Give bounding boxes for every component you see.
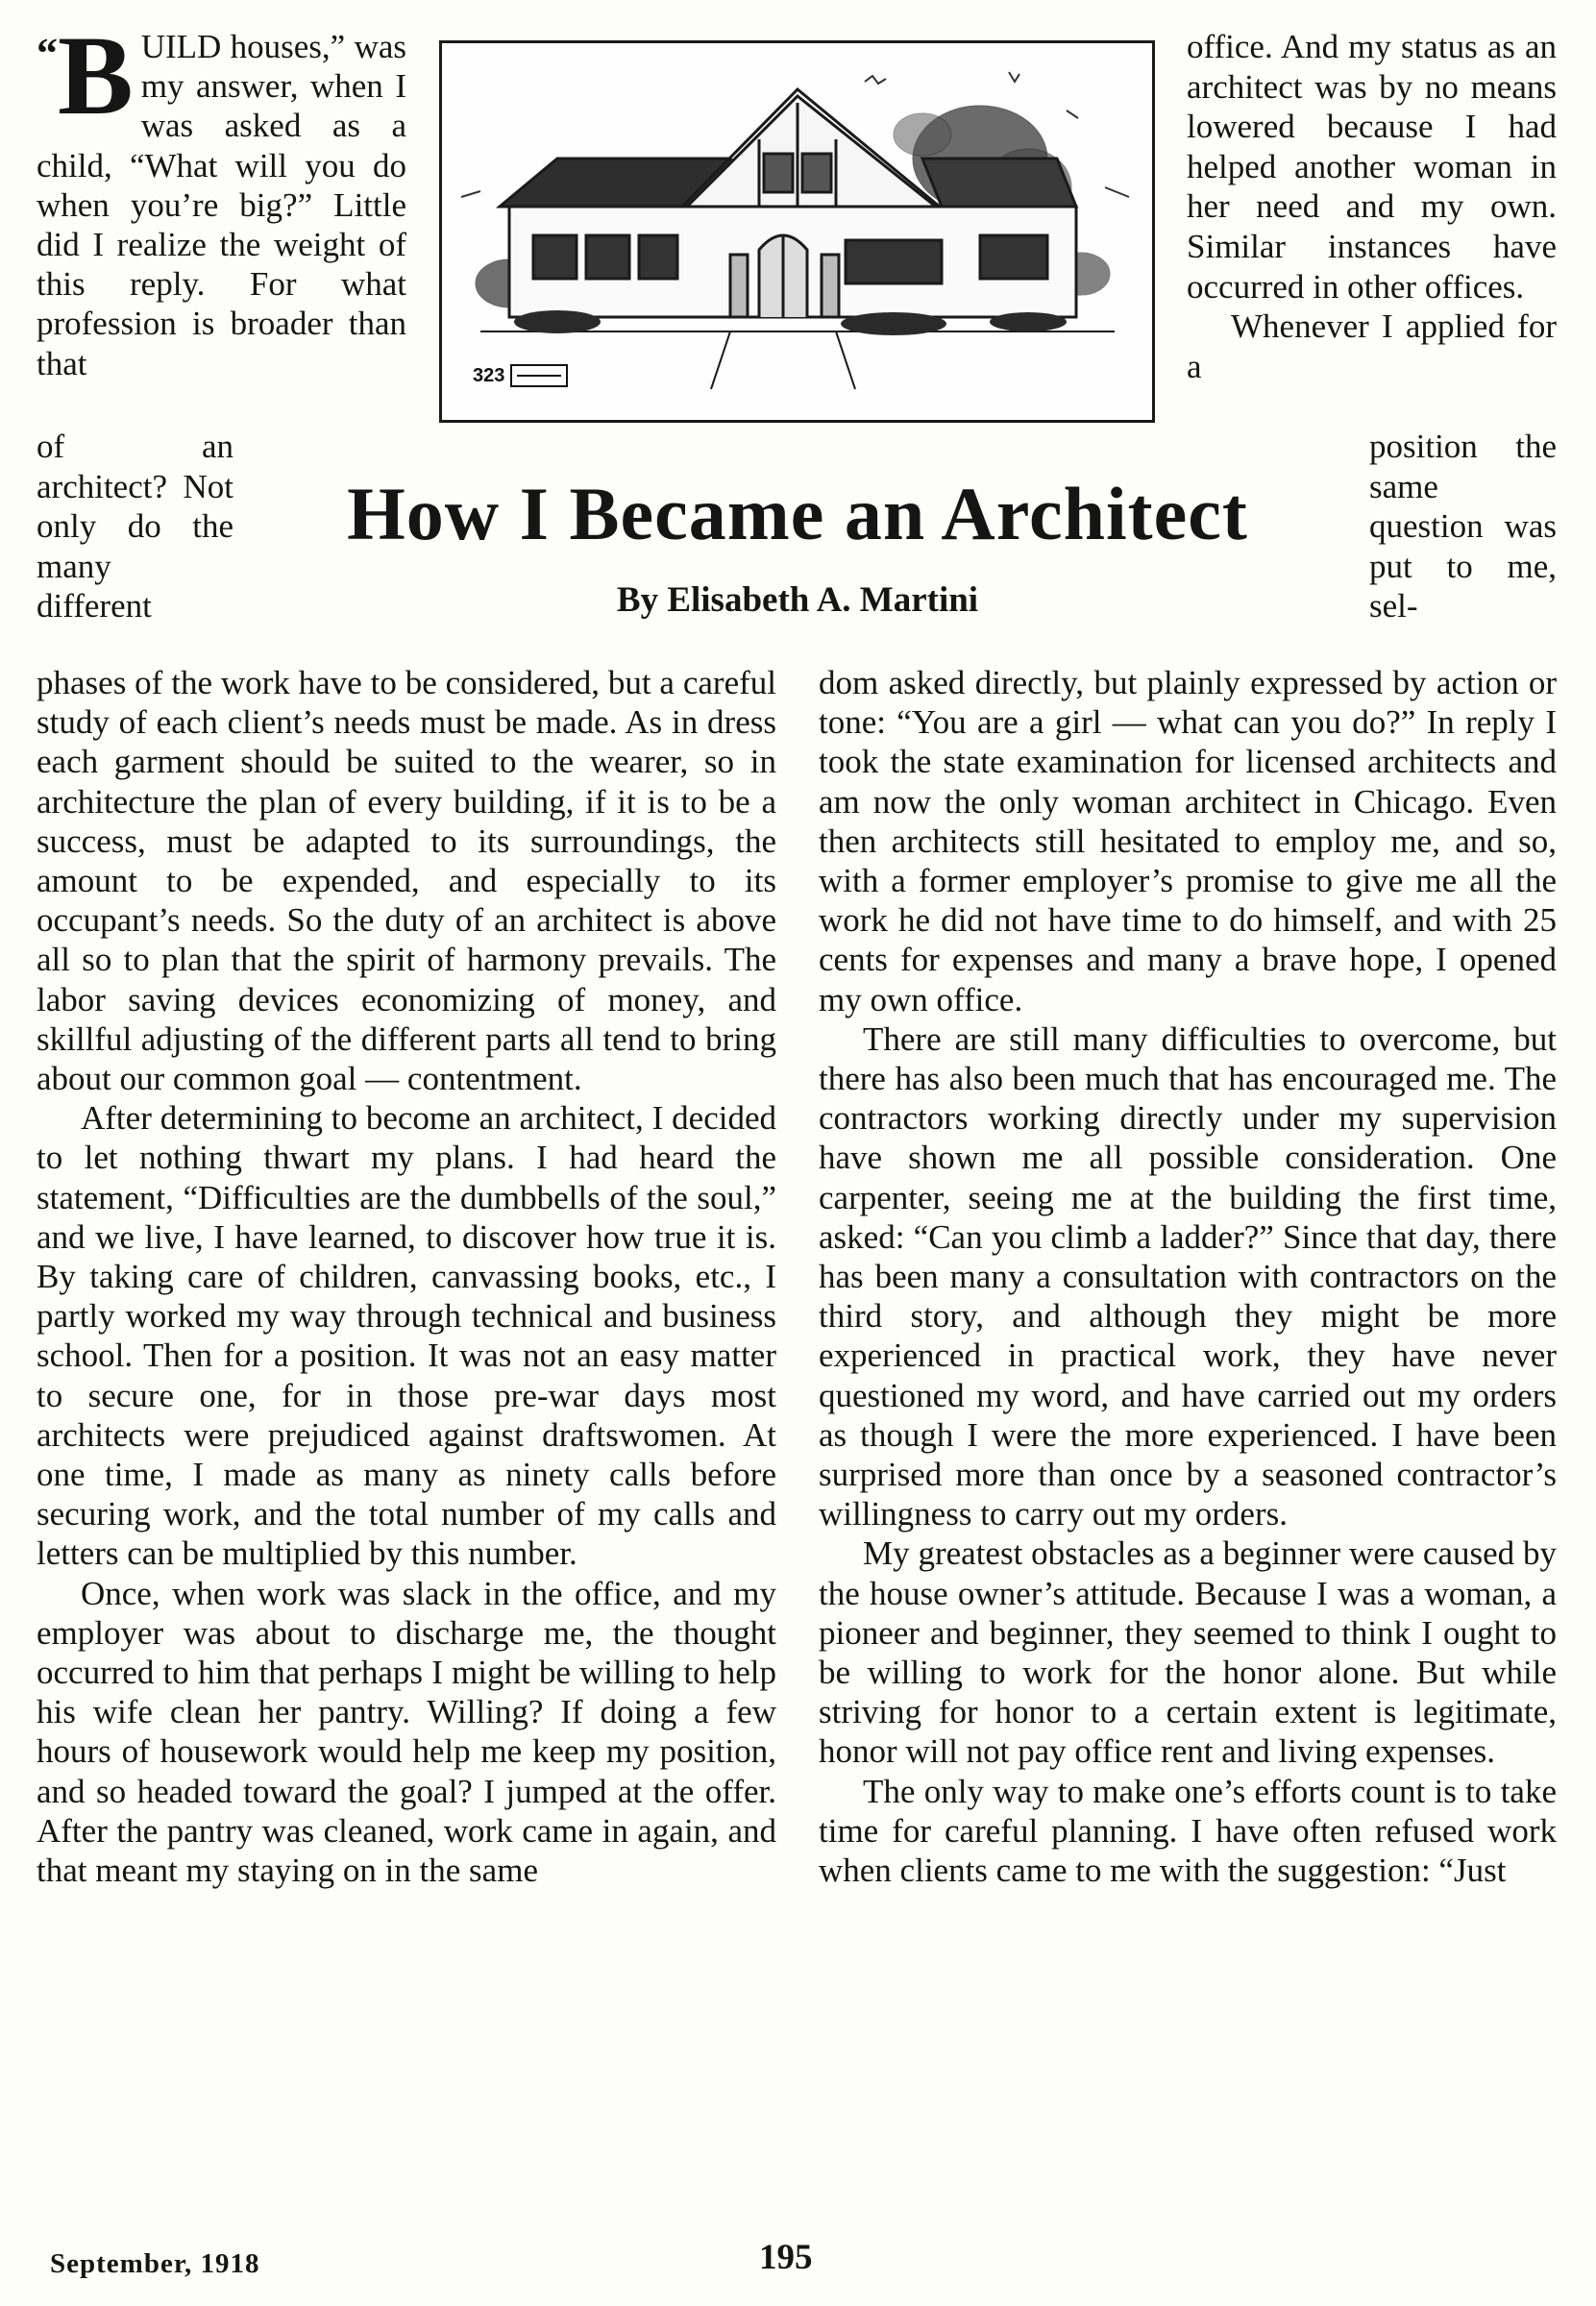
article-byline: By Elisabeth A. Martini [616,580,979,620]
side-left-text: of an architect? Not only do the many different [37,428,233,626]
top-right-paragraph-1: office. And my status as an architect was by no means lowered because I had helped another woman in her need and my own. Similar instances have occurred in other offices. [1187,28,1557,306]
opening-text: UILD houses,” was my answer, when I was asked as a child, “What will you do when you’re big?” Little did I realize the weight of this reply. For what profession is broader than that [37,28,406,382]
house-illustration [439,40,1155,423]
left-column [37,663,776,1890]
issue-date: September, 1918 [50,2248,260,2279]
left-paragraph-2: After determining to become an architect, I decided to let nothing thwart my plans. I had heard the statement, “Difficulties are the dumbbells of the soul,” and we live, I have learned, to discover how true it is. By taking care of children, canvassing books, etc., I partly worked my way through technical and business school. Then for a position. It was not an easy matter to secure one, for in those pre-war days most architects were prejudiced against draftswomen. At one time, I made as many as ninety calls before securing work, and the total number of my calls and letters can be multiplied by this number. [37,1099,776,1573]
right-paragraph-1: dom asked directly, but plainly expressed by action or tone: “You are a girl — what can you do?” In reply I took the state examination for licensed architects and am now the only woman architect in Chicago. Even then architects still hesitated to employ me, and so, with a former employer’s promise to give me all the work he did not have time to do himself, and with 25 cents for expenses and many a brave hope, I opened my own office. [819,664,1557,1018]
side-right-text: position the same question was put to me, sel- [1369,428,1557,626]
top-right-column [1187,27,1557,386]
right-paragraph-2: There are still many difficulties to overcome, but there has also been much that has encouraged me. The contractors working directly under my supervision have shown me all possible consideration. One carpenter, seeing me at the building the first time, asked: “Can you climb a ladder?” Since that day, there has been many a consultation with contractors on the third story, and although they might be more experienced in practical work, they have never questioned my word, and have carried out my orders as though I were the more experienced. I have been surprised more than once by a seasoned contractor’s willingness to carry out my orders. [819,1019,1557,1533]
illustration-caption: 323 [473,365,505,386]
article-title: How I Became an Architect [347,472,1248,555]
bungalow-house-sketch-icon [442,43,1152,420]
right-paragraph-4: The only way to make one’s efforts count is to take time for careful planning. I have often refused work when clients came to me with the suggestion: “Just [819,1772,1557,1890]
top-right-paragraph-2: Whenever I applied for a [1187,307,1557,385]
drop-cap: “B [37,12,134,138]
opening-paragraph [37,12,406,383]
right-column [819,663,1557,1890]
page-number: 195 [759,2238,813,2277]
right-paragraph-3: My greatest obstacles as a beginner were caused by the house owner’s attitude. Because I was a woman, a pioneer and beginner, they seemed to think I ought to be willing to work for the honor alone. But while striving for honor to a certain extent is legitimate, honor will not pay office rent and living expenses. [819,1534,1557,1771]
left-paragraph-1: phases of the work have to be considered, but a careful study of each client’s needs must be made. As in dress each garment should be suited to the wearer, so in architecture the plan of every building, if it is to be a success, must be adapted to its surroundings, the amount to be expended, and especially to its occupant’s needs. So the duty of an architect is above all so to plan that the spirit of harmony prevails. The labor saving devices economizing of money, and skillful adjusting of the different parts all tend to bring about our common goal — contentment. [37,664,776,1098]
left-paragraph-3: Once, when work was slack in the office, and my employer was about to discharge me, the thought occurred to him that perhaps I might be willing to help his wife clean her pantry. Willing? If doing a few hours of housework would help me keep my position, and so headed toward the goal? I jumped at the offer. After the pantry was cleaned, work came in again, and that meant my staying on in the same [37,1574,776,1890]
